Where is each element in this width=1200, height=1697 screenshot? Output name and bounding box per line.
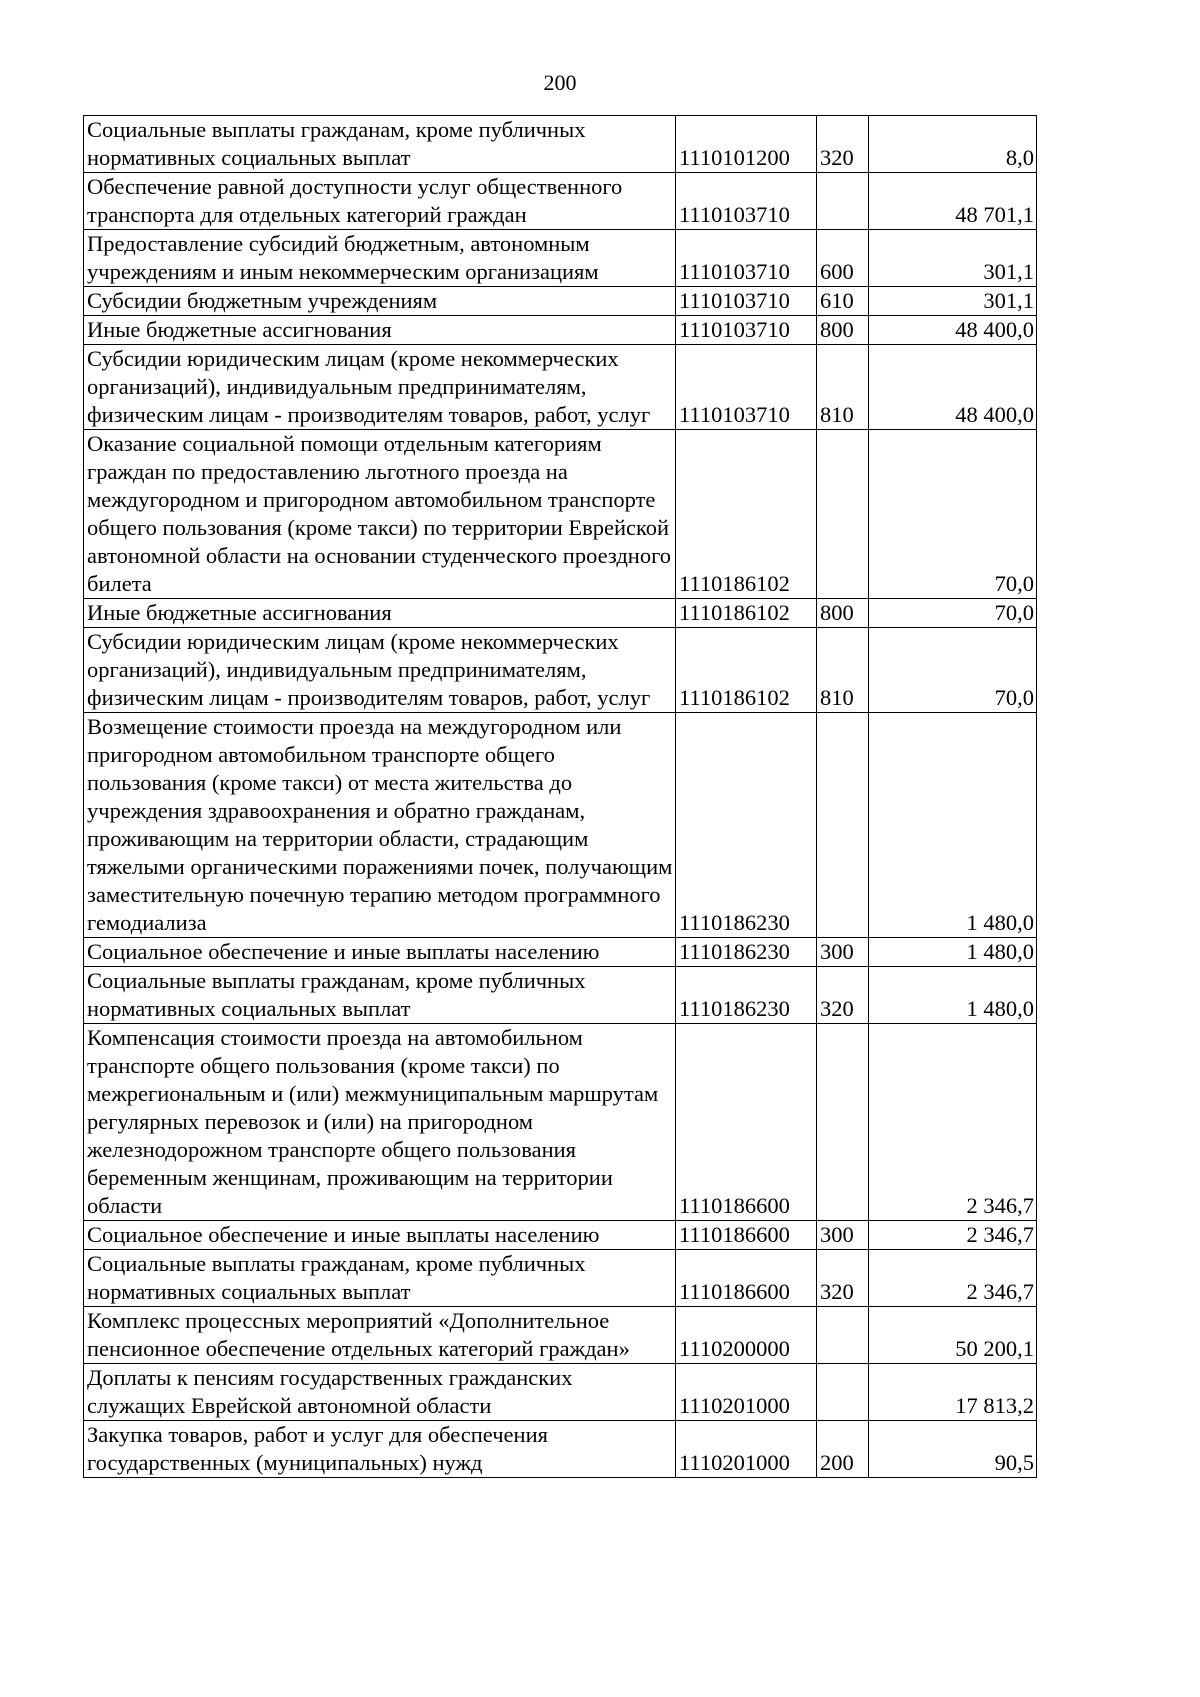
table-row bbox=[84, 173, 1037, 230]
row-expense-type-cell: 810 bbox=[817, 628, 869, 713]
row-name-cell: Обеспечение равной доступности услуг общественного транспорта для отдельных категорий граждан bbox=[84, 173, 676, 230]
row-target-code-cell: 1110186600 bbox=[676, 1221, 817, 1250]
row-amount-cell: 1 480,0 bbox=[869, 967, 1037, 1024]
row-target-code-cell: 1110186230 bbox=[676, 713, 817, 938]
row-name-cell: Закупка товаров, работ и услуг для обеспечения государственных (муниципальных) нужд bbox=[84, 1421, 676, 1478]
row-name-cell: Иные бюджетные ассигнования bbox=[84, 599, 676, 628]
row-expense-type-cell: 320 bbox=[817, 116, 869, 173]
row-expense-type-cell bbox=[817, 1024, 869, 1221]
table-row bbox=[84, 1024, 1037, 1221]
row-name-cell: Комплекс процессных мероприятий «Дополнительное пенсионное обеспечение отдельных категорий граждан» bbox=[84, 1307, 676, 1364]
row-expense-type-cell: 300 bbox=[817, 1221, 869, 1250]
row-amount-cell: 70,0 bbox=[869, 599, 1037, 628]
table-row bbox=[84, 1221, 1037, 1250]
table-row bbox=[84, 938, 1037, 967]
table-row bbox=[84, 1250, 1037, 1307]
table-row bbox=[84, 628, 1037, 713]
table-row bbox=[84, 713, 1037, 938]
row-name-cell: Социальное обеспечение и иные выплаты населению bbox=[84, 1221, 676, 1250]
row-amount-cell: 48 400,0 bbox=[869, 345, 1037, 430]
row-name-cell: Социальные выплаты гражданам, кроме публичных нормативных социальных выплат bbox=[84, 116, 676, 173]
row-target-code-cell: 1110103710 bbox=[676, 345, 817, 430]
row-name-cell: Возмещение стоимости проезда на междугородном или пригородном автомобильном транспорте общего пользования (кроме такси) от места жительства до учреждения здравоохранения и обратно гражданам, проживающим на территории области, страдающим тяжелыми органическими поражениями почек, получающим заместительную почечную терапию методом программного гемодиализа bbox=[84, 713, 676, 938]
table-row bbox=[84, 316, 1037, 345]
table-row bbox=[84, 1307, 1037, 1364]
budget-table-body bbox=[84, 116, 1037, 1478]
table-row bbox=[84, 967, 1037, 1024]
row-expense-type-cell: 600 bbox=[817, 230, 869, 287]
row-amount-cell: 50 200,1 bbox=[869, 1307, 1037, 1364]
table-row bbox=[84, 287, 1037, 316]
row-expense-type-cell: 610 bbox=[817, 287, 869, 316]
table-row bbox=[84, 1421, 1037, 1478]
row-amount-cell: 70,0 bbox=[869, 430, 1037, 599]
table-row bbox=[84, 599, 1037, 628]
row-target-code-cell: 1110186102 bbox=[676, 430, 817, 599]
row-amount-cell: 2 346,7 bbox=[869, 1024, 1037, 1221]
row-target-code-cell: 1110103710 bbox=[676, 230, 817, 287]
row-target-code-cell: 1110201000 bbox=[676, 1364, 817, 1421]
row-name-cell: Субсидии юридическим лицам (кроме некоммерческих организаций), индивидуальным предпринимателям, физическим лицам - производителям товаров, работ, услуг bbox=[84, 628, 676, 713]
row-amount-cell: 90,5 bbox=[869, 1421, 1037, 1478]
row-target-code-cell: 1110103710 bbox=[676, 173, 817, 230]
row-expense-type-cell: 320 bbox=[817, 1250, 869, 1307]
row-name-cell: Оказание социальной помощи отдельным категориям граждан по предоставлению льготного проезда на междугородном и пригородном автомобильном транспорте общего пользования (кроме такси) по территории Еврейской автономной области на основании студенческого проездного билета bbox=[84, 430, 676, 599]
row-name-cell: Социальное обеспечение и иные выплаты населению bbox=[84, 938, 676, 967]
row-expense-type-cell: 800 bbox=[817, 316, 869, 345]
table-row bbox=[84, 230, 1037, 287]
row-target-code-cell: 1110103710 bbox=[676, 287, 817, 316]
row-name-cell: Социальные выплаты гражданам, кроме публичных нормативных социальных выплат bbox=[84, 1250, 676, 1307]
row-amount-cell: 2 346,7 bbox=[869, 1221, 1037, 1250]
row-expense-type-cell: 320 bbox=[817, 967, 869, 1024]
row-name-cell: Субсидии бюджетным учреждениям bbox=[84, 287, 676, 316]
row-name-cell: Субсидии юридическим лицам (кроме некоммерческих организаций), индивидуальным предпринимателям, физическим лицам - производителям товаров, работ, услуг bbox=[84, 345, 676, 430]
row-expense-type-cell bbox=[817, 430, 869, 599]
row-name-cell: Предоставление субсидий бюджетным, автономным учреждениям и иным некоммерческим организациям bbox=[84, 230, 676, 287]
row-amount-cell: 301,1 bbox=[869, 230, 1037, 287]
row-target-code-cell: 1110186600 bbox=[676, 1250, 817, 1307]
row-amount-cell: 8,0 bbox=[869, 116, 1037, 173]
row-name-cell: Доплаты к пенсиям государственных гражданских служащих Еврейской автономной области bbox=[84, 1364, 676, 1421]
row-name-cell: Социальные выплаты гражданам, кроме публичных нормативных социальных выплат bbox=[84, 967, 676, 1024]
row-expense-type-cell bbox=[817, 173, 869, 230]
row-expense-type-cell bbox=[817, 713, 869, 938]
row-amount-cell: 2 346,7 bbox=[869, 1250, 1037, 1307]
row-expense-type-cell bbox=[817, 1307, 869, 1364]
row-target-code-cell: 1110186230 bbox=[676, 938, 817, 967]
row-amount-cell: 1 480,0 bbox=[869, 938, 1037, 967]
row-amount-cell: 48 701,1 bbox=[869, 173, 1037, 230]
row-expense-type-cell: 810 bbox=[817, 345, 869, 430]
page-number: 200 bbox=[543, 70, 577, 95]
row-amount-cell: 17 813,2 bbox=[869, 1364, 1037, 1421]
row-target-code-cell: 1110186230 bbox=[676, 967, 817, 1024]
row-name-cell: Иные бюджетные ассигнования bbox=[84, 316, 676, 345]
budget-table bbox=[83, 115, 1037, 1478]
row-name-cell: Компенсация стоимости проезда на автомобильном транспорте общего пользования (кроме такси) по межрегиональным и (или) межмуниципальным маршрутам регулярных перевозок и (или) на пригородном железнодорожном транспорте общего пользования беременным женщинам, проживающим на территории области bbox=[84, 1024, 676, 1221]
row-amount-cell: 70,0 bbox=[869, 628, 1037, 713]
table-row bbox=[84, 116, 1037, 173]
row-amount-cell: 48 400,0 bbox=[869, 316, 1037, 345]
row-target-code-cell: 1110186600 bbox=[676, 1024, 817, 1221]
row-target-code-cell: 1110186102 bbox=[676, 599, 817, 628]
row-expense-type-cell bbox=[817, 1364, 869, 1421]
row-amount-cell: 301,1 bbox=[869, 287, 1037, 316]
table-row bbox=[84, 1364, 1037, 1421]
row-expense-type-cell: 800 bbox=[817, 599, 869, 628]
row-target-code-cell: 1110186102 bbox=[676, 628, 817, 713]
row-target-code-cell: 1110103710 bbox=[676, 316, 817, 345]
row-target-code-cell: 1110201000 bbox=[676, 1421, 817, 1478]
row-amount-cell: 1 480,0 bbox=[869, 713, 1037, 938]
table-row bbox=[84, 430, 1037, 599]
row-expense-type-cell: 300 bbox=[817, 938, 869, 967]
row-target-code-cell: 1110101200 bbox=[676, 116, 817, 173]
table-row bbox=[84, 345, 1037, 430]
row-expense-type-cell: 200 bbox=[817, 1421, 869, 1478]
row-target-code-cell: 1110200000 bbox=[676, 1307, 817, 1364]
